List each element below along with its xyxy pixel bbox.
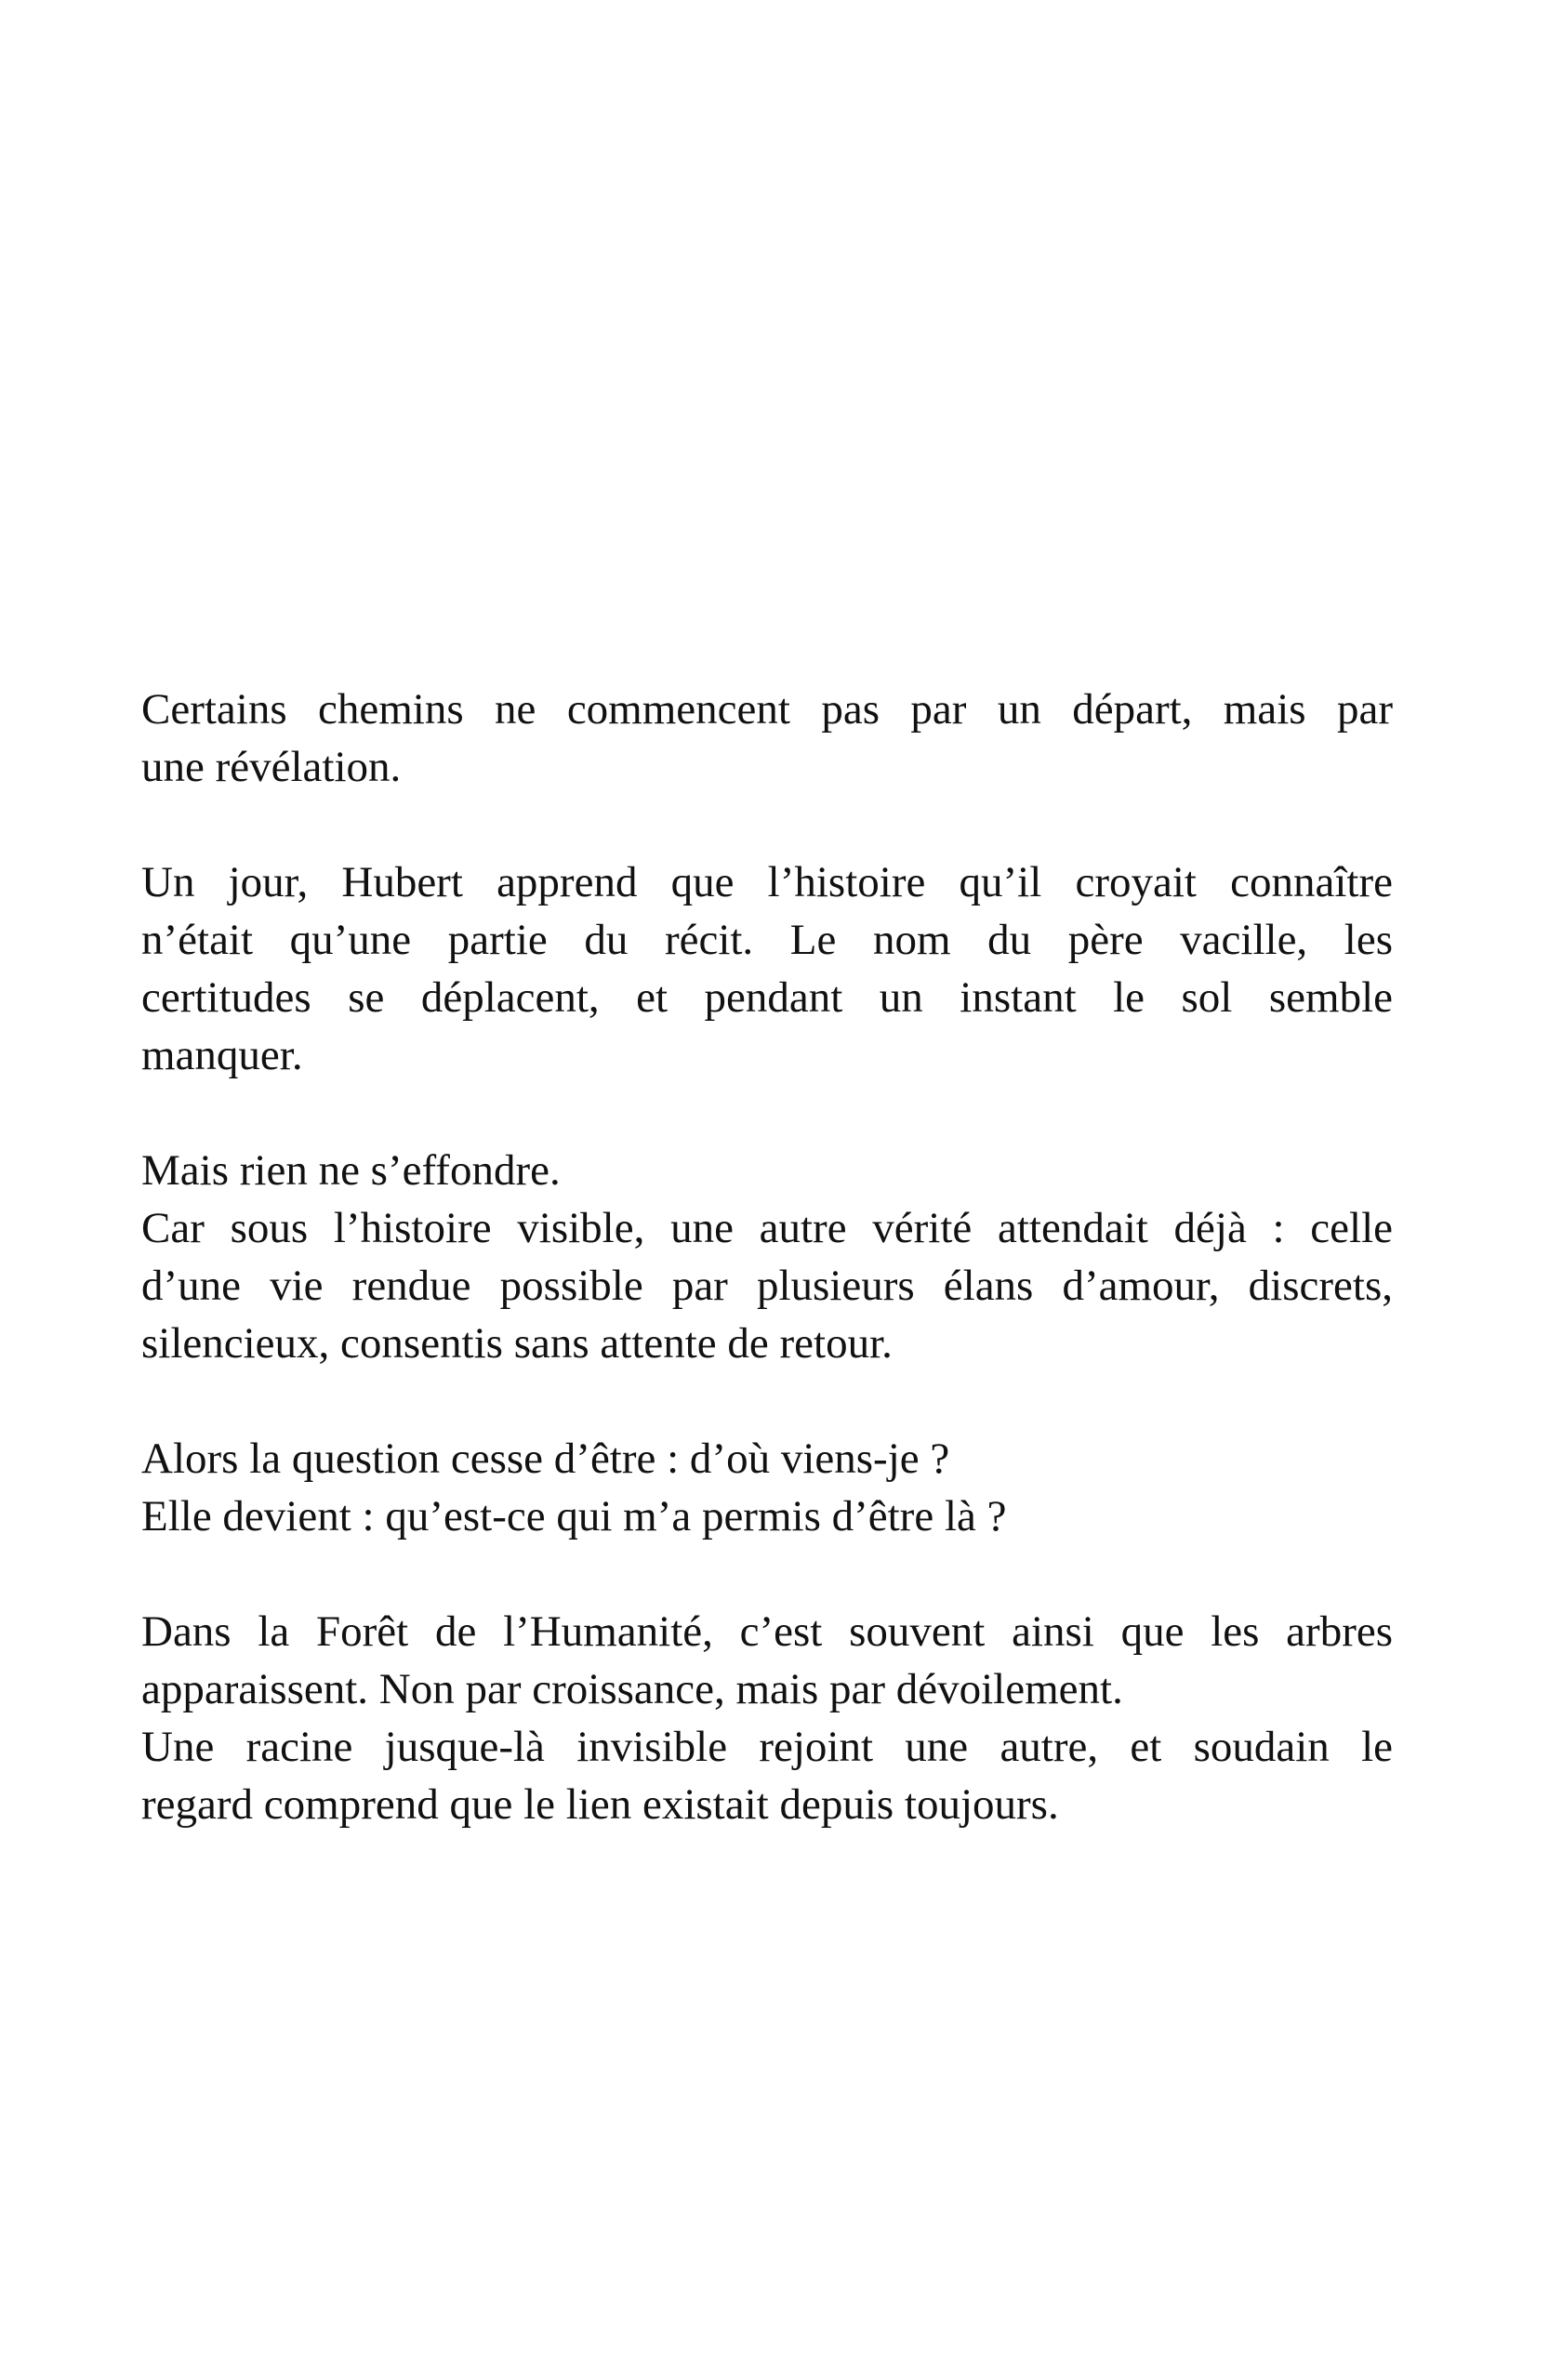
paragraph-1	[141, 681, 1393, 796]
text-line: Certains chemins ne commencent pas par un départ, mais par	[141, 685, 1393, 734]
text-line: Alors la question cesse d’être : d’où viens-je ?	[141, 1435, 950, 1483]
text-line: une révélation.	[141, 743, 402, 791]
text-line: manquer.	[141, 1031, 303, 1079]
text-line: Dans la Forêt de l’Humanité, c’est souvent ainsi que les arbres	[141, 1607, 1393, 1656]
body-text	[141, 681, 1393, 1833]
text-line: Elle devient : qu’est-ce qui m’a permis d’être là ?	[141, 1492, 1007, 1540]
text-line: n’était qu’une partie du récit. Le nom du père vacille, les	[141, 916, 1393, 964]
paragraph-3	[141, 1142, 1393, 1372]
text-line: certitudes se déplacent, et pendant un instant le sol semble	[141, 973, 1393, 1022]
text-line: Car sous l’histoire visible, une autre vérité attendait déjà : celle	[141, 1204, 1393, 1252]
paragraph-5	[141, 1603, 1393, 1833]
text-line: Un jour, Hubert apprend que l’histoire qu’il croyait connaître	[141, 858, 1393, 906]
paragraph-4	[141, 1430, 1393, 1545]
text-line: d’une vie rendue possible par plusieurs élans d’amour, discrets,	[141, 1262, 1393, 1310]
text-line: Mais rien ne s’effondre.	[141, 1146, 561, 1195]
text-line: apparaissent. Non par croissance, mais par dévoilement.	[141, 1665, 1123, 1713]
paragraph-2	[141, 853, 1393, 1084]
text-line: regard comprend que le lien existait depuis toujours.	[141, 1780, 1059, 1829]
text-line: silencieux, consentis sans attente de retour.	[141, 1319, 893, 1368]
text-line: Une racine jusque-là invisible rejoint une autre, et soudain le	[141, 1723, 1393, 1771]
